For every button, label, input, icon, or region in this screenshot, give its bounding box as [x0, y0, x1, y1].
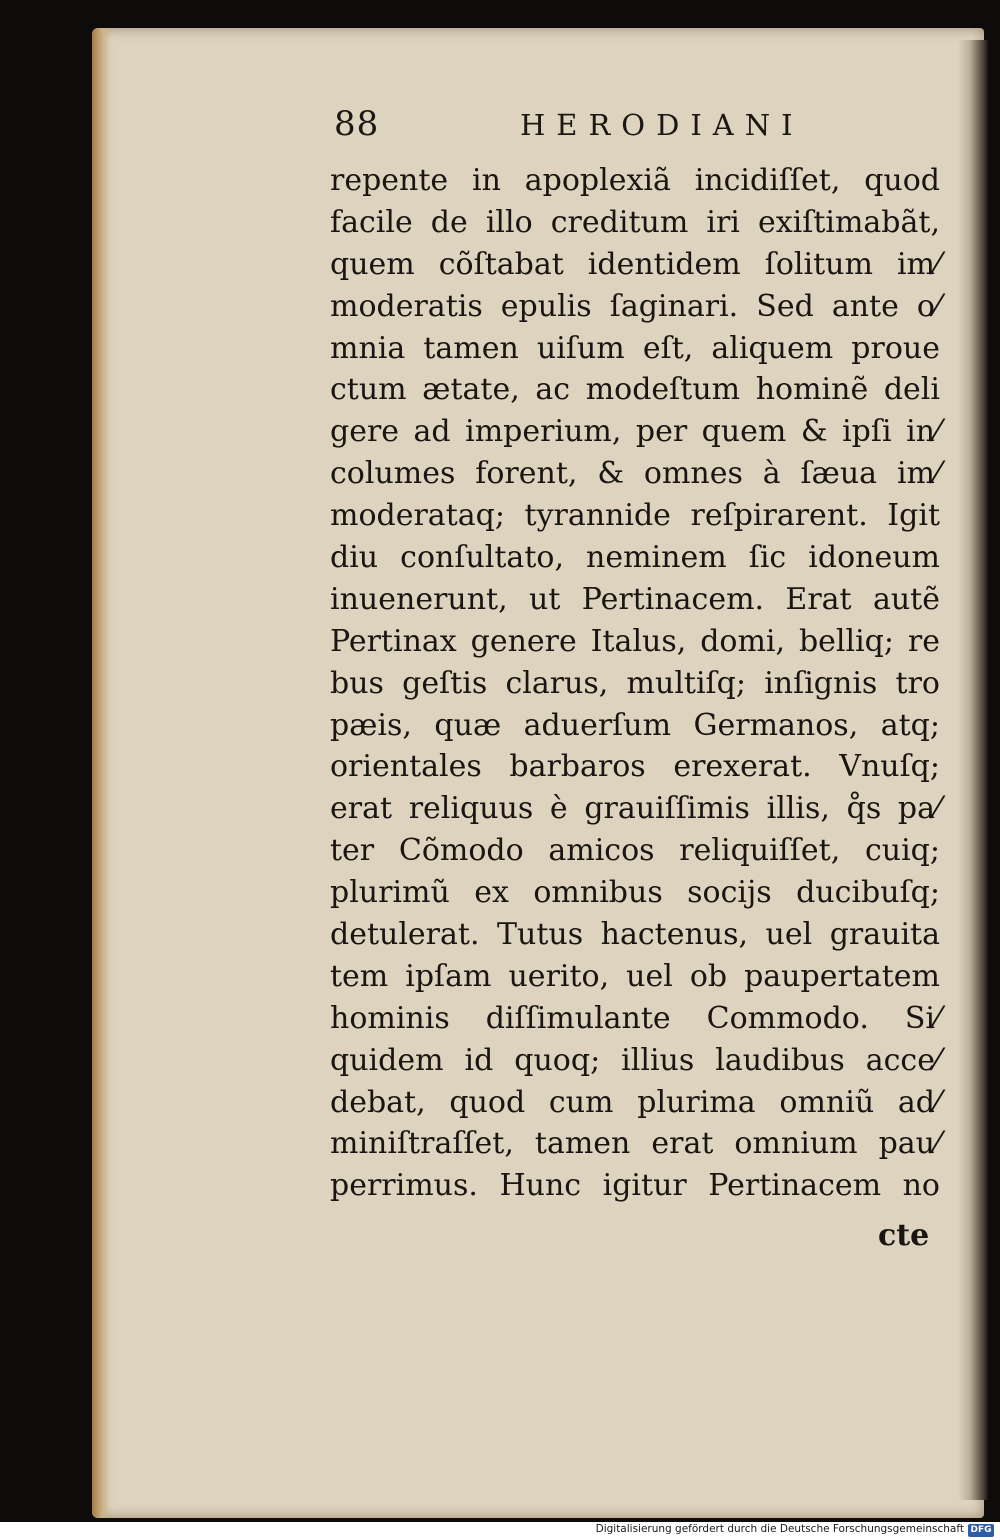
digitization-credit: Digitalisierung gefördert durch die Deutsche Forschungsgemeinschaft	[595, 1523, 964, 1535]
text-line: debat, quod cum plurima omniũ ad⁄	[330, 1084, 940, 1120]
text-line: tem ipſam uerito, uel ob paupertatem	[330, 958, 940, 994]
page-number: 88	[334, 104, 380, 144]
text-line: facile de illo creditum iri exiſtimabãt,	[330, 204, 940, 240]
text-line: mnia tamen uiſum eſt, aliquem proue	[330, 330, 940, 366]
text-line: pæis, quæ aduerſum Germanos, atq;	[330, 707, 940, 743]
text-line: moderataq; tyrannide reſpirarent. Igit	[330, 498, 940, 534]
text-line: bus geſtis clarus, multiſq; inſignis tro	[330, 665, 940, 701]
text-line: quem cõſtabat identidem ſolitum im⁄	[330, 246, 940, 282]
text-line: quidem id quoq; illius laudibus acce⁄	[330, 1042, 940, 1078]
page-gutter-edge	[92, 28, 110, 1518]
catchword: cte	[878, 1218, 930, 1253]
text-line: erat reliquus è grauiſſimis illis, q̊s pa⁄	[330, 791, 940, 827]
text-line: repente in apoplexiã incidiſſet, quod	[330, 163, 940, 198]
text-line: plurimũ ex omnibus socijs ducibuſq;	[330, 875, 940, 911]
text-line: columes forent, & omnes à ſæua im⁄	[330, 456, 940, 492]
text-line: Pertinax genere Italus, domi, belliq; re	[330, 623, 940, 659]
text-line: inuenerunt, ut Pertinacem. Erat autẽ	[330, 581, 940, 617]
text-line: moderatis epulis ſaginari. Sed ante o⁄	[330, 288, 940, 324]
running-head: HERODIANI	[520, 108, 804, 142]
text-line: orientales barbaros erexerat. Vnuſq;	[330, 749, 940, 785]
text-line: detulerat. Tutus hactenus, uel grauita	[330, 917, 940, 953]
text-line: ctum ætate, ac modeſtum hominẽ deli	[330, 372, 940, 408]
page-header	[330, 104, 940, 154]
text-line: gere ad imperium, per quem & ipſi in⁄	[330, 414, 940, 450]
text-line: miniſtraſſet, tamen erat omnium pau⁄	[330, 1126, 940, 1162]
dfg-logo-icon: DFG	[968, 1524, 994, 1537]
text-line: ter Cõmodo amicos reliquiſſet, cuiq;	[330, 833, 940, 869]
text-line: hominis diſſimulante Commodo. Si⁄	[330, 1000, 940, 1036]
page-fore-edge	[958, 40, 988, 1500]
body-text	[330, 160, 940, 1207]
text-line: perrimus. Hunc igitur Pertinacem no	[330, 1168, 940, 1204]
text-line: diu conſultato, neminem ſic idoneum	[330, 540, 940, 576]
